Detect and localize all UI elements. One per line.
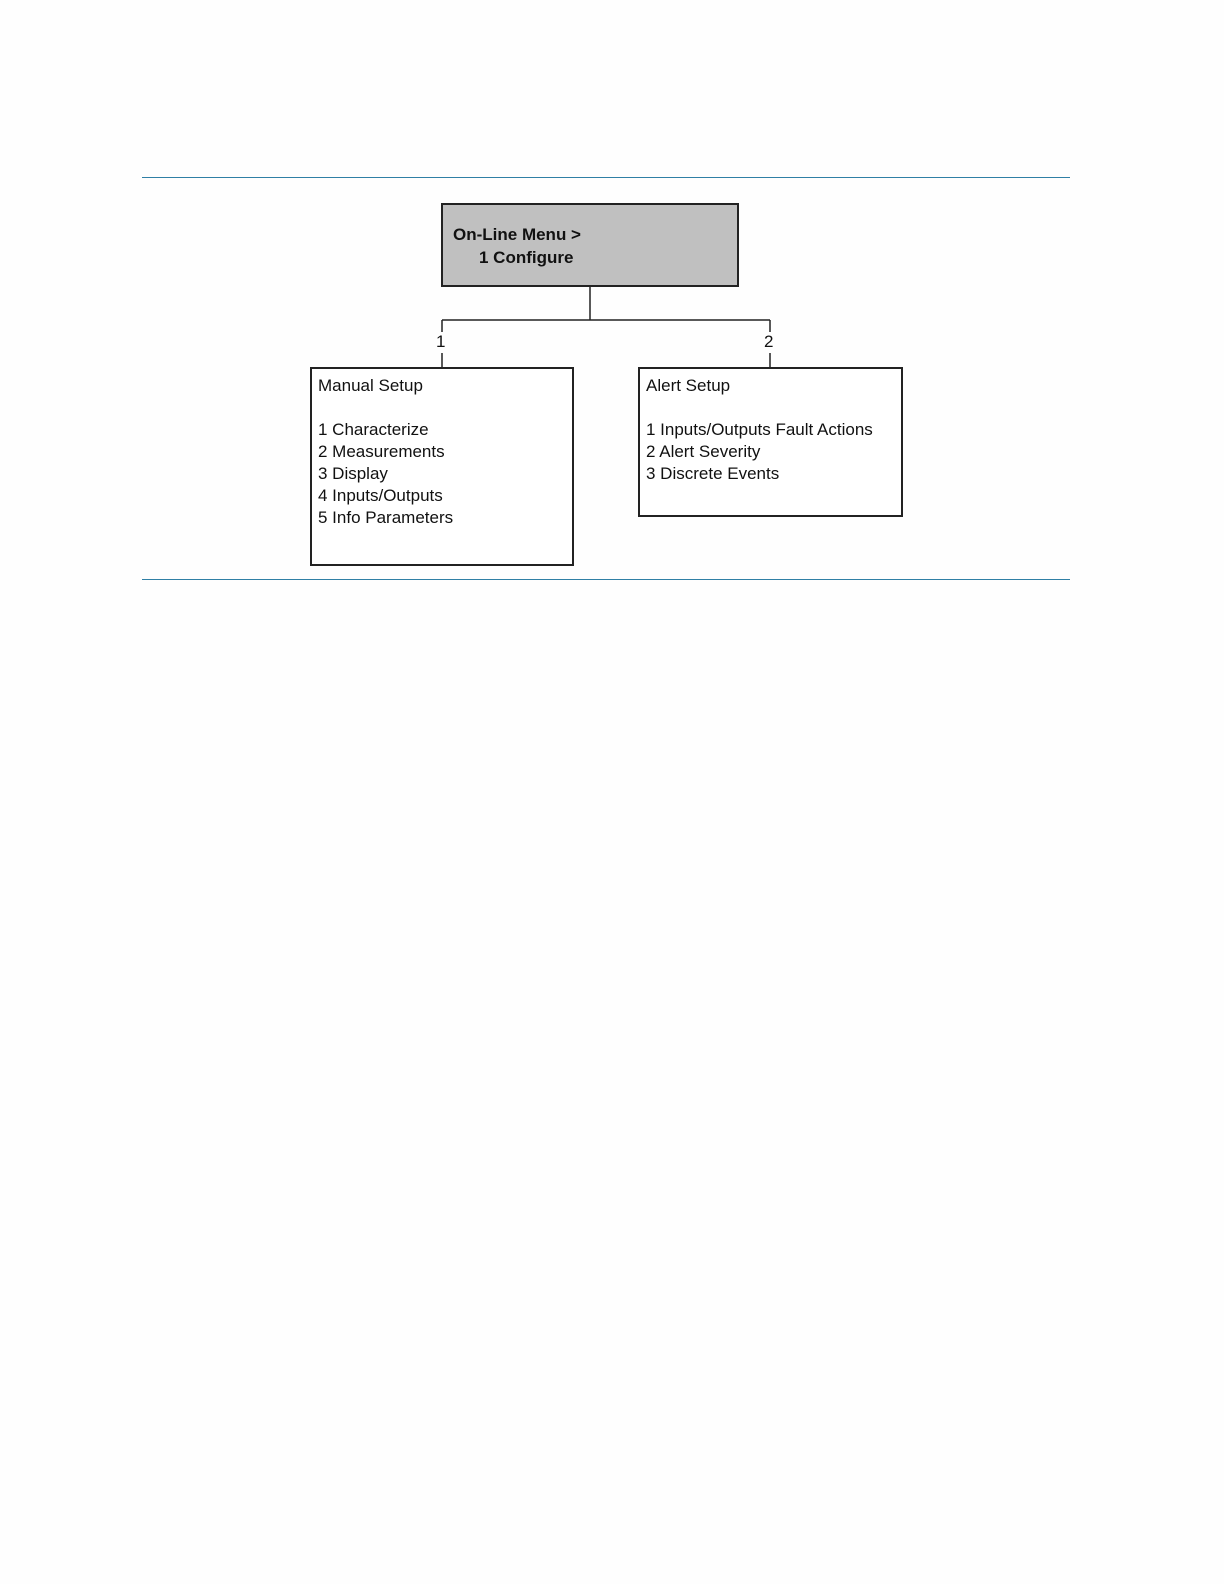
top-divider-rule bbox=[142, 177, 1070, 178]
menu-item: 1 Inputs/Outputs Fault Actions bbox=[646, 420, 873, 439]
menu-item: 3 Discrete Events bbox=[646, 464, 780, 483]
menu-item: 4 Inputs/Outputs bbox=[318, 486, 443, 505]
branch-number-2: 2 bbox=[764, 332, 774, 351]
root-menu-node bbox=[441, 203, 739, 287]
menu-item: 2 Measurements bbox=[318, 442, 445, 461]
node-title: Manual Setup bbox=[318, 376, 423, 395]
branch-number-1: 1 bbox=[436, 332, 446, 351]
menu-item: 5 Info Parameters bbox=[318, 508, 454, 527]
menu-item: 1 Characterize bbox=[318, 420, 429, 439]
menu-item: 2 Alert Severity bbox=[646, 442, 761, 461]
bottom-divider-rule bbox=[142, 579, 1070, 580]
root-menu-path: On-Line Menu > bbox=[453, 225, 581, 244]
root-menu-item: 1 Configure bbox=[479, 248, 574, 267]
node-title: Alert Setup bbox=[646, 376, 731, 395]
alert-setup-node bbox=[638, 367, 903, 517]
manual-setup-node bbox=[310, 367, 574, 566]
menu-item: 3 Display bbox=[318, 464, 388, 483]
